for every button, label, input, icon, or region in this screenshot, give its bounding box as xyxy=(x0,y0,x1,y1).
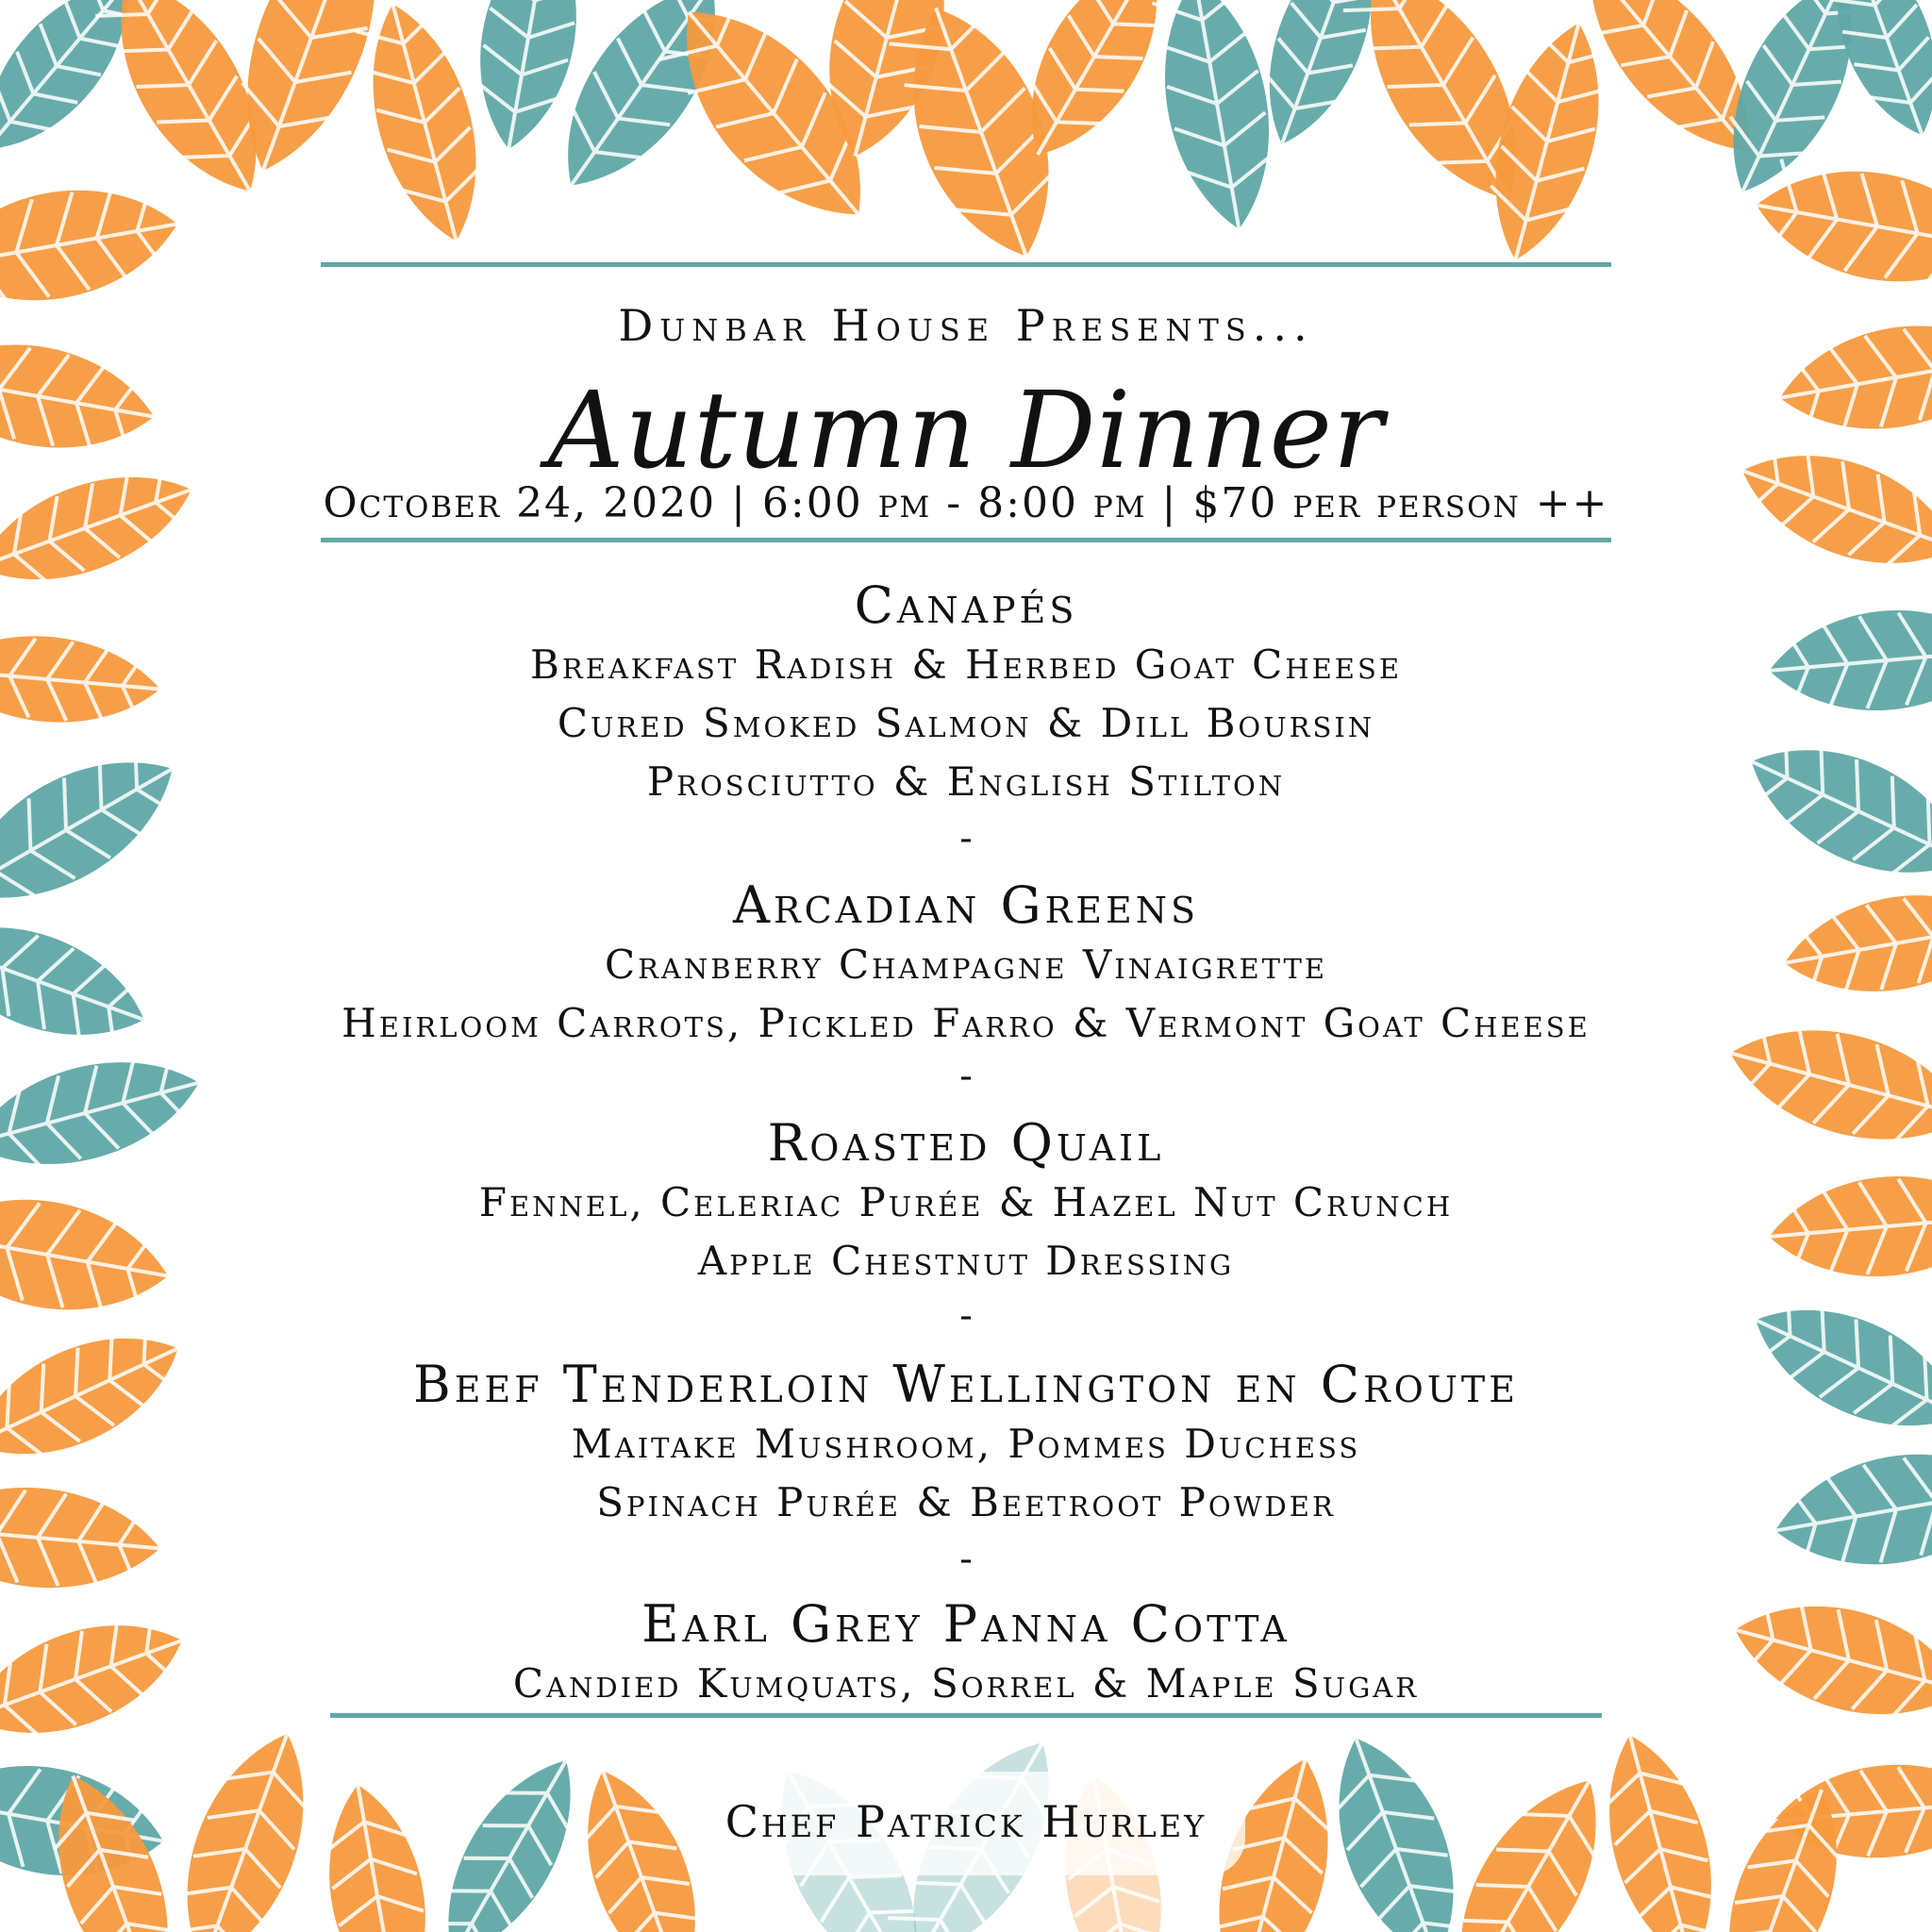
header-divider xyxy=(321,538,1611,542)
course-separator: - xyxy=(959,817,973,860)
chef-name: Chef Patrick Hurley xyxy=(724,1796,1208,1847)
bottom-divider xyxy=(330,1713,1602,1718)
course-item: Heirloom Carrots, Pickled Farro & Vermont Goat Cheese xyxy=(341,1000,1591,1046)
course-item: Apple Chestnut Dressing xyxy=(697,1238,1235,1284)
course-item: Cranberry Champagne Vinaigrette xyxy=(604,941,1328,988)
course-item: Maitake Mushroom, Pommes Duchess xyxy=(571,1421,1361,1467)
course-title: Roasted Quail xyxy=(767,1113,1165,1173)
event-details: October 24, 2020 | 6:00 pm - 8:00 pm | $70 per person ++ xyxy=(323,479,1609,527)
course-title: Arcadian Greens xyxy=(733,875,1199,935)
course-separator: - xyxy=(959,1294,973,1338)
course-item: Breakfast Radish & Herbed Goat Cheese xyxy=(530,641,1402,688)
course-separator: - xyxy=(959,1538,973,1581)
course-item: Candied Kumquats, Sorrel & Maple Sugar xyxy=(512,1660,1420,1707)
presents-heading: Dunbar House Presents... xyxy=(618,300,1314,351)
event-title: Autumn Dinner xyxy=(547,370,1385,492)
course-item: Fennel, Celeriac Purée & Hazel Nut Crunch xyxy=(478,1179,1454,1225)
course-item: Prosciutto & English Stilton xyxy=(646,758,1286,805)
course-item: Cured Smoked Salmon & Dill Boursin xyxy=(557,700,1375,746)
course-separator: - xyxy=(959,1055,973,1098)
course-title: Canapés xyxy=(854,575,1078,635)
course-item: Spinach Purée & Beetroot Powder xyxy=(596,1479,1336,1525)
course-title: Earl Grey Panna Cotta xyxy=(641,1594,1291,1654)
top-divider xyxy=(321,262,1611,267)
course-title: Beef Tenderloin Wellington en Croute xyxy=(413,1355,1519,1414)
